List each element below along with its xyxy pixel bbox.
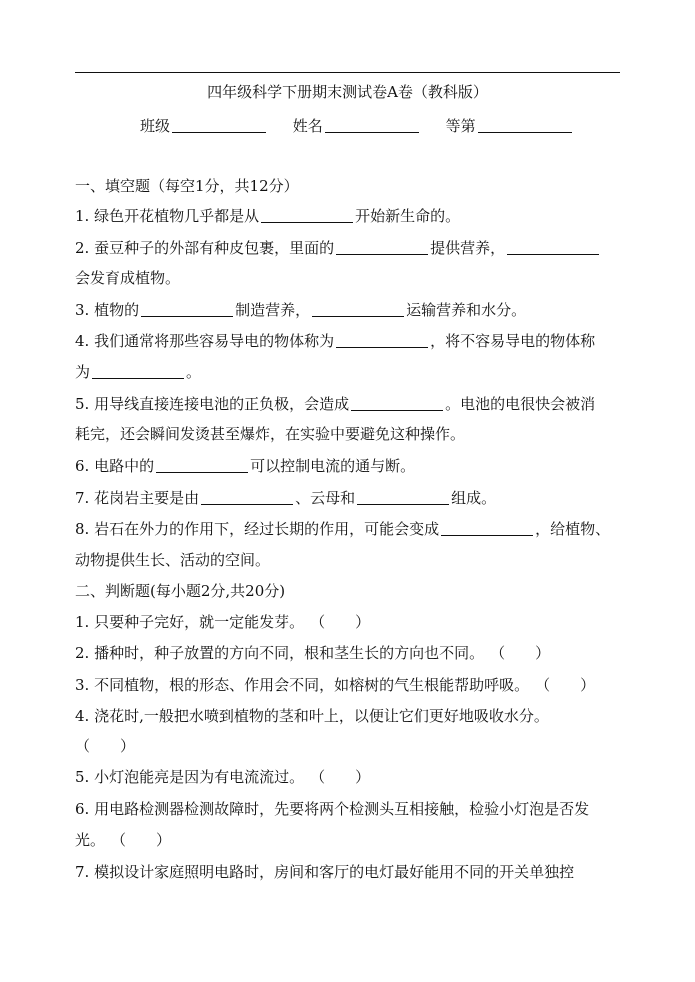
judge-q3 xyxy=(75,674,625,696)
q4-blank-2[interactable] xyxy=(92,362,184,379)
q4-text-a: 4. 我们通常将那些容易导电的物体称为 xyxy=(75,332,335,350)
section1-heading: 一、填空题（每空1分，共12分） xyxy=(75,177,299,195)
exam-title: 四年级科学下册期末测试卷A卷（教科版） xyxy=(207,83,488,101)
header-rule xyxy=(75,72,620,73)
q3-blank-1[interactable] xyxy=(141,300,233,317)
q3-text-a: 3. 植物的 xyxy=(75,301,140,319)
q1-text-b: 开始新生命的。 xyxy=(355,207,461,225)
q4-text-d: 。 xyxy=(186,363,202,381)
q6-text-b: 可以控制电流的通与断。 xyxy=(250,457,416,475)
q5-text-b: 。电池的电很快会被消 xyxy=(445,395,596,413)
q3-text-c: 运输营养和水分。 xyxy=(406,301,527,319)
q3-blank-2[interactable] xyxy=(312,300,404,317)
q7-blank-2[interactable] xyxy=(357,488,449,505)
judge-q5-text: 5. 小灯泡能亮是因为有电流流过。 xyxy=(75,768,305,786)
q3-text-b: 制造营养， xyxy=(235,301,311,319)
judge-q2-text: 2. 播种时，种子放置的方向不同，根和茎生长的方向也不同。 xyxy=(75,644,485,662)
q1-blank[interactable] xyxy=(261,206,353,223)
grade-blank[interactable] xyxy=(478,116,572,133)
q5-blank[interactable] xyxy=(351,394,443,411)
fill-q1 xyxy=(75,205,625,227)
judge-q6-text-b: 光。 xyxy=(75,831,106,849)
student-info-row xyxy=(140,114,594,138)
judge-q6-answer[interactable]: （ ） xyxy=(111,831,172,849)
q2-text-a: 2. 蚕豆种子的外部有种皮包裹，里面的 xyxy=(75,239,335,257)
fill-q7 xyxy=(75,487,625,509)
fill-q8-line2: 动物提供生长、活动的空间。 xyxy=(75,551,271,569)
q1-text-a: 1. 绿色开花植物几乎都是从 xyxy=(75,207,260,225)
judge-q5-answer[interactable]: （ ） xyxy=(310,768,371,786)
name-label: 姓名 xyxy=(292,117,323,135)
fill-q2-line2: 会发育成植物。 xyxy=(75,269,181,287)
judge-q6-line2 xyxy=(75,829,625,851)
judge-q2 xyxy=(75,642,625,664)
judge-q4-line1: 4. 浇花时,一般把水喷到植物的茎和叶上，以便让它们更好地吸收水分。 xyxy=(75,707,549,725)
q4-text-c: 为 xyxy=(75,363,91,381)
q2-blank-1[interactable] xyxy=(336,238,428,255)
q4-text-b: ，将不容易导电的物体称 xyxy=(430,332,596,350)
q6-blank[interactable] xyxy=(156,456,248,473)
judge-q1 xyxy=(75,611,625,633)
q2-text-b: 提供营养， xyxy=(430,239,506,257)
q8-text-a: 8. 岩石在外力的作用下，经过长期的作用，可能会变成 xyxy=(75,520,440,538)
name-blank[interactable] xyxy=(325,116,419,133)
q4-blank-1[interactable] xyxy=(336,331,428,348)
judge-q3-text: 3. 不同植物，根的形态、作用会不同，如榕树的气生根能帮助呼吸。 xyxy=(75,676,530,694)
fill-q6 xyxy=(75,455,625,477)
name-field xyxy=(293,114,421,138)
q6-text-a: 6. 电路中的 xyxy=(75,457,155,475)
fill-q5-line1 xyxy=(75,393,625,415)
section2-heading: 二、判断题(每小题2分,共20分) xyxy=(75,582,286,600)
fill-q2-line1 xyxy=(75,237,625,259)
fill-q5-line2: 耗完，还会瞬间发烫甚至爆炸，在实验中要避免这种操作。 xyxy=(75,425,466,443)
judge-q7-line1: 7. 模拟设计家庭照明电路时，房间和客厅的电灯最好能用不同的开关单独控 xyxy=(75,863,575,881)
class-label: 班级 xyxy=(140,117,171,135)
grade-field xyxy=(446,114,574,138)
q7-text-a: 7. 花岗岩主要是由 xyxy=(75,489,200,507)
judge-q4-answer[interactable]: （ ） xyxy=(75,737,136,755)
q8-text-b: ，给植物、 xyxy=(535,520,611,538)
judge-q5 xyxy=(75,766,625,788)
fill-q3 xyxy=(75,299,625,321)
class-blank[interactable] xyxy=(172,116,266,133)
q7-text-b: 、云母和 xyxy=(295,489,356,507)
judge-q1-answer[interactable]: （ ） xyxy=(310,613,371,631)
judge-q1-text: 1. 只要种子完好，就一定能发芽。 xyxy=(75,613,305,631)
fill-q4-line2 xyxy=(75,361,625,383)
fill-q4-line1 xyxy=(75,330,625,352)
q7-text-c: 组成。 xyxy=(451,489,497,507)
grade-label: 等第 xyxy=(445,117,476,135)
fill-q8-line1 xyxy=(75,518,625,540)
judge-q6-line1: 6. 用电路检测器检测故障时，先要将两个检测头互相接触，检验小灯泡是否发 xyxy=(75,800,590,818)
judge-q2-answer[interactable]: （ ） xyxy=(490,644,551,662)
q7-blank-1[interactable] xyxy=(201,488,293,505)
class-field xyxy=(140,114,268,138)
judge-q3-answer[interactable]: （ ） xyxy=(535,676,596,694)
judge-q4-line2 xyxy=(75,735,625,757)
q8-blank[interactable] xyxy=(441,519,533,536)
q5-text-a: 5. 用导线直接连接电池的正负极，会造成 xyxy=(75,395,350,413)
q2-blank-2[interactable] xyxy=(507,238,599,255)
